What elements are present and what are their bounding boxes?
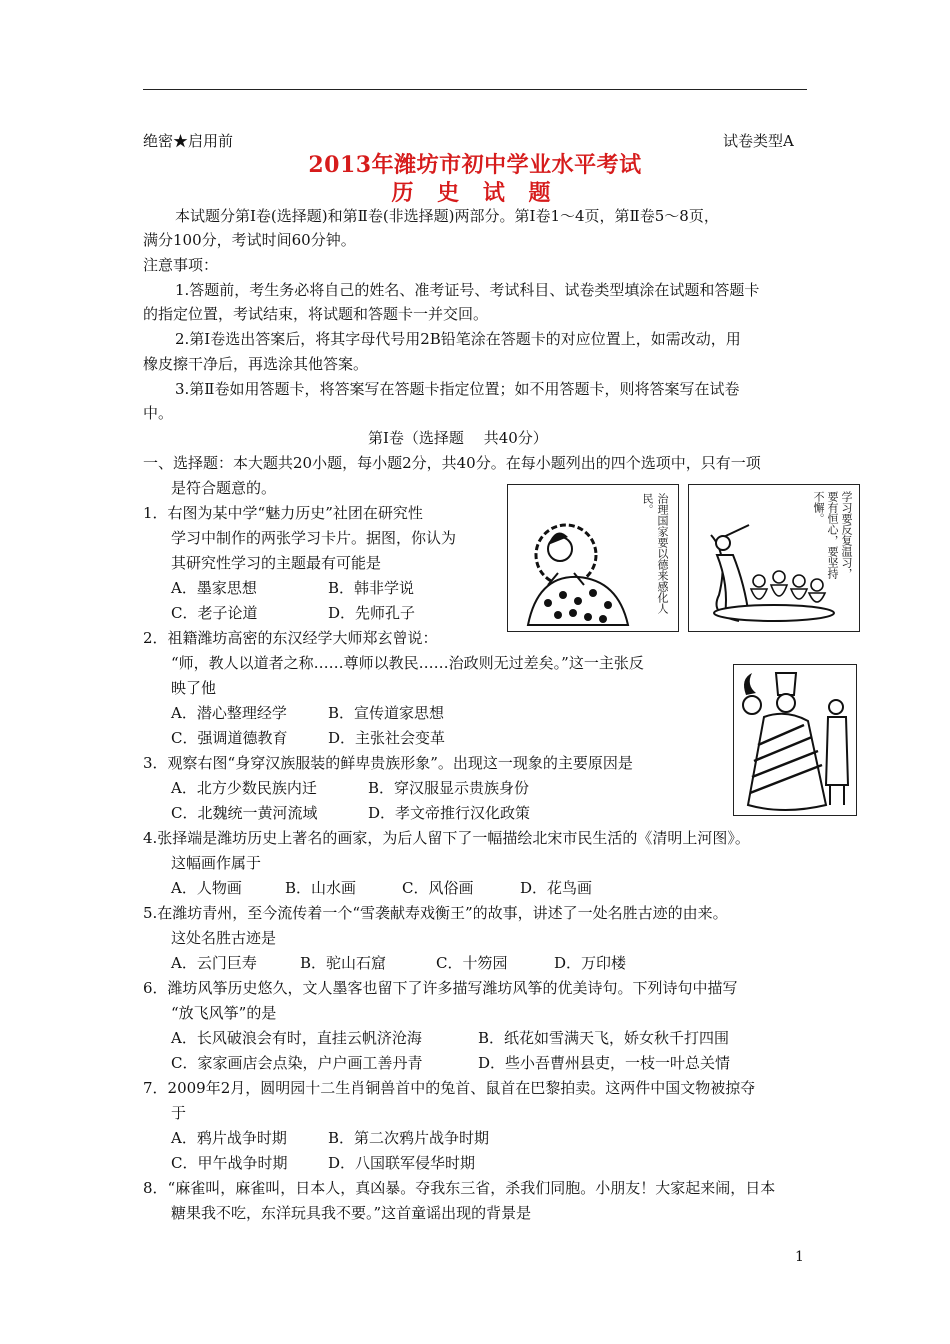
question-6-cont: “放飞风筝”的是 [171,1004,277,1022]
top-rule [143,89,807,90]
intro-line: 本试题分第Ⅰ卷(选择题)和第Ⅱ卷(非选择题)两部分。第Ⅰ卷1～4页，第Ⅱ卷5～8页， [175,207,719,225]
q6-option-a[interactable]: A．长风破浪会有时，直挂云帆济沧海 [171,1029,422,1047]
secret-label: 绝密★启用前 [143,132,234,150]
question-1: 1．右图为某中学“魅力历史”社团在研究性 [143,504,423,522]
q4-option-d[interactable]: D．花鸟画 [520,879,593,897]
q7-option-c[interactable]: C．甲午战争时期 [171,1154,288,1172]
q3-option-a[interactable]: A．北方少数民族内迁 [171,779,317,797]
q2-option-a[interactable]: A．潜心整理经学 [171,704,287,722]
q2-option-d[interactable]: D．主张社会变革 [328,729,446,747]
question-7: 7．2009年2月，圆明园十二生肖铜兽首中的兔首、鼠首在巴黎拍卖。这两件中国文物被掠夺 [143,1079,756,1097]
note-1: 1.答题前，考生务必将自己的姓名、准考证号、考试科目、试卷类型填涂在试题和答题卡 [175,281,760,299]
xianbei-noble-image [733,664,857,816]
xianbei-noble-illustration [734,665,856,815]
q4-option-c[interactable]: C．风俗画 [402,879,474,897]
question-1-cont: 学习中制作的两张学习卡片。据图，你认为 [171,529,457,547]
question-5-cont: 这处名胜古迹是 [171,929,277,947]
q7-option-a[interactable]: A．鸦片战争时期 [171,1129,287,1147]
q2-option-c[interactable]: C．强调道德教育 [171,729,288,747]
question-2-cont: “师，教人以道者之称……尊师以教民……治政则无过差矣。”这一主张反 [171,654,644,672]
q3-option-c[interactable]: C．北魏统一黄河流域 [171,804,318,822]
section-instructions-cont: 是符合题意的。 [171,479,277,497]
card-1-caption: 治理国家要以德来感化人民。 [641,493,669,614]
q5-option-d[interactable]: D．万印楼 [554,954,627,972]
q7-option-b[interactable]: B．第二次鸦片战争时期 [328,1129,490,1147]
q6-option-d[interactable]: D．些小吾曹州县吏，一枝一叶总关情 [478,1054,731,1072]
q1-option-d[interactable]: D．先师孔子 [328,604,416,622]
question-3: 3．观察右图“身穿汉族服装的鲜卑贵族形象”。出现这一现象的主要原因是 [143,754,633,772]
section-instructions: 一、选择题：本大题共20小题，每小题2分，共40分。在每小题列出的四个选项中，只有一项 [143,454,761,472]
question-4-cont: 这幅画作属于 [171,854,262,872]
q3-option-d[interactable]: D．孝文帝推行汉化政策 [368,804,531,822]
q3-option-b[interactable]: B．穿汉服显示贵族身份 [368,779,530,797]
section-heading: 第Ⅰ卷（选择题 共40分） [368,429,548,447]
paper-type-label: 试卷类型A [723,132,794,150]
q4-option-a[interactable]: A．人物画 [171,879,242,897]
question-4: 4.张择端是潍坊历史上著名的画家，为后人留下了一幅描绘北宋市民生活的《清明上河图》。 [143,829,750,847]
notes-heading: 注意事项： [143,256,219,274]
learning-card-2 [688,484,860,632]
q6-option-b[interactable]: B．纸花如雪满天飞，娇女秋千打四围 [478,1029,730,1047]
card-2-caption: 学习要反复温习，要有恒心，要坚持不懈。 [812,491,853,579]
note-3-cont: 中。 [143,404,174,422]
q5-option-b[interactable]: B．驼山石窟 [300,954,387,972]
q1-option-b[interactable]: B．韩非学说 [328,579,415,597]
q7-option-d[interactable]: D．八国联军侵华时期 [328,1154,476,1172]
intro-line: 满分100分，考试时间60分钟。 [143,231,356,249]
note-2: 2.第Ⅰ卷选出答案后，将其字母代号用2B铅笔涂在答题卡的对应位置上，如需改动，用 [175,330,741,348]
question-2-cont: 映了他 [171,679,217,697]
note-3: 3.第Ⅱ卷如用答题卡，将答案写在答题卡指定位置；如不用答题卡，则将答案写在试卷 [175,380,740,398]
question-5: 5.在潍坊青州，至今流传着一个“雪袭献寿戏衡王”的故事，讲述了一处名胜古迹的由来。 [143,904,728,922]
learning-card-1 [507,484,679,632]
q1-option-a[interactable]: A．墨家思想 [171,579,257,597]
q6-option-c[interactable]: C．家家画店会点染，户户画工善丹青 [171,1054,423,1072]
question-6: 6．潍坊风筝历史悠久，文人墨客也留下了许多描写潍坊风筝的优美诗句。下列诗句中描写 [143,979,738,997]
q5-option-a[interactable]: A．云门巨寿 [171,954,257,972]
page-number: 1 [795,1249,804,1265]
q4-option-b[interactable]: B．山水画 [285,879,357,897]
subject-title: 历 史 试 题 [391,180,559,206]
question-8: 8．“麻雀叫，麻雀叫，日本人，真凶暴。夺我东三省，杀我们同胞。小朋友！大家起来闹，日本 [143,1179,776,1197]
question-1-cont: 其研究性学习的主题最有可能是 [171,554,382,572]
q5-option-c[interactable]: C．十笏园 [436,954,508,972]
exam-title: 2013年潍坊市初中学业水平考试 [308,152,642,178]
question-2: 2．祖籍潍坊高密的东汉经学大师郑玄曾说： [143,629,438,647]
question-7-cont: 于 [171,1104,187,1122]
question-8-cont: 糖果我不吃，东洋玩具我不要。”这首童谣出现的背景是 [171,1204,532,1222]
q1-option-c[interactable]: C．老子论道 [171,604,258,622]
q2-option-b[interactable]: B．宣传道家思想 [328,704,445,722]
note-2-cont: 橡皮擦干净后，再选涂其他答案。 [143,355,369,373]
note-1-cont: 的指定位置，考试结束，将试题和答题卡一并交回。 [143,305,489,323]
